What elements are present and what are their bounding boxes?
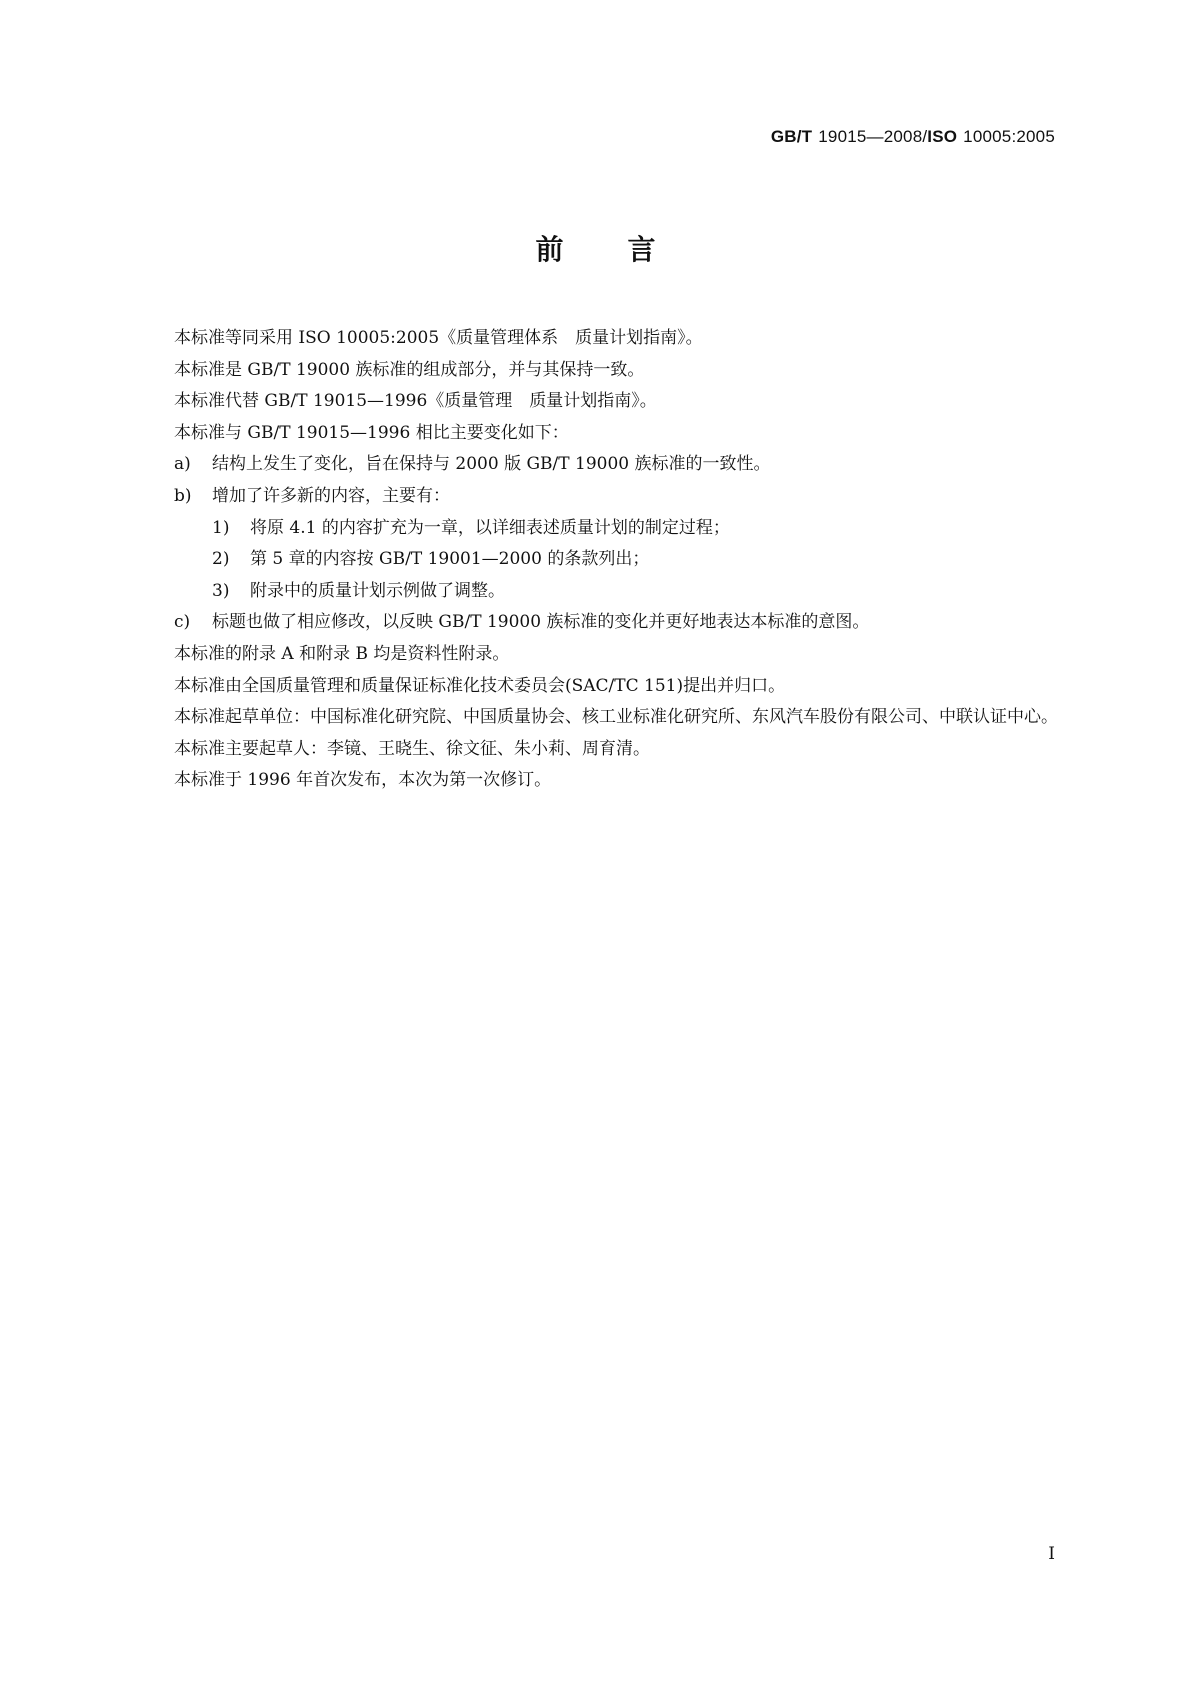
paragraph-drafting-units: 本标准起草单位：中国标准化研究院、中国质量协会、核工业标准化研究所、东风汽车股份有限公司、中联认证中心。 bbox=[174, 707, 1058, 728]
list-item-b bbox=[136, 481, 1058, 513]
list-item-c bbox=[136, 607, 1058, 639]
list-item-text: 结构上发生了变化，旨在保持与 2000 版 GB/T 19000 族标准的一致性。 bbox=[212, 454, 771, 475]
list-marker: c) bbox=[174, 612, 191, 633]
paragraph: 本标准于 1996 年首次发布，本次为第一次修订。 bbox=[174, 770, 552, 791]
list-marker: 1) bbox=[212, 517, 230, 538]
paragraph: 本标准由全国质量管理和质量保证标准化技术委员会(SAC/TC 151)提出并归口。 bbox=[174, 675, 786, 696]
paragraph: 本标准主要起草人：李镜、王晓生、徐文征、朱小莉、周育清。 bbox=[174, 738, 650, 759]
page-title: 前言 bbox=[535, 233, 720, 266]
list-marker: 2) bbox=[212, 549, 230, 570]
sub-list-item bbox=[136, 544, 1058, 576]
doc-code-iso-prefix: ISO bbox=[927, 127, 958, 146]
paragraph: 本标准是 GB/T 19000 族标准的组成部分，并与其保持一致。 bbox=[174, 359, 645, 380]
list-item-a bbox=[136, 449, 1058, 481]
list-item-text: 附录中的质量计划示例做了调整。 bbox=[250, 580, 505, 601]
list-item-text: 将原 4.1 的内容扩充为一章，以详细表述质量计划的制定过程； bbox=[250, 517, 730, 538]
document-code-header bbox=[771, 127, 1055, 147]
doc-code-number: 19015—2008/ bbox=[818, 127, 928, 146]
page-number: I bbox=[1048, 1544, 1055, 1564]
paragraph: 本标准的附录 A 和附录 B 均是资料性附录。 bbox=[174, 643, 510, 664]
list-marker: a) bbox=[174, 454, 191, 475]
paragraph: 本标准与 GB/T 19015—1996 相比主要变化如下： bbox=[174, 422, 569, 443]
list-item-text: 第 5 章的内容按 GB/T 19001—2000 的条款列出； bbox=[250, 549, 650, 570]
doc-code-prefix: GB/T bbox=[770, 127, 813, 146]
list-marker: b) bbox=[174, 485, 192, 506]
sub-list-item bbox=[136, 576, 1058, 608]
paragraph: 本标准代替 GB/T 19015—1996《质量管理 质量计划指南》。 bbox=[174, 391, 657, 412]
paragraph: 本标准等同采用 ISO 10005:2005《质量管理体系 质量计划指南》。 bbox=[174, 328, 703, 348]
list-marker: 3) bbox=[212, 580, 230, 601]
doc-code-iso-number: 10005:2005 bbox=[963, 127, 1055, 146]
list-item-text: 增加了许多新的内容，主要有： bbox=[212, 485, 450, 506]
sub-list-item bbox=[136, 513, 1058, 545]
preface-body bbox=[136, 323, 1058, 797]
list-item-text: 标题也做了相应修改，以反映 GB/T 19000 族标准的变化并更好地表达本标准的意图。 bbox=[212, 612, 870, 633]
